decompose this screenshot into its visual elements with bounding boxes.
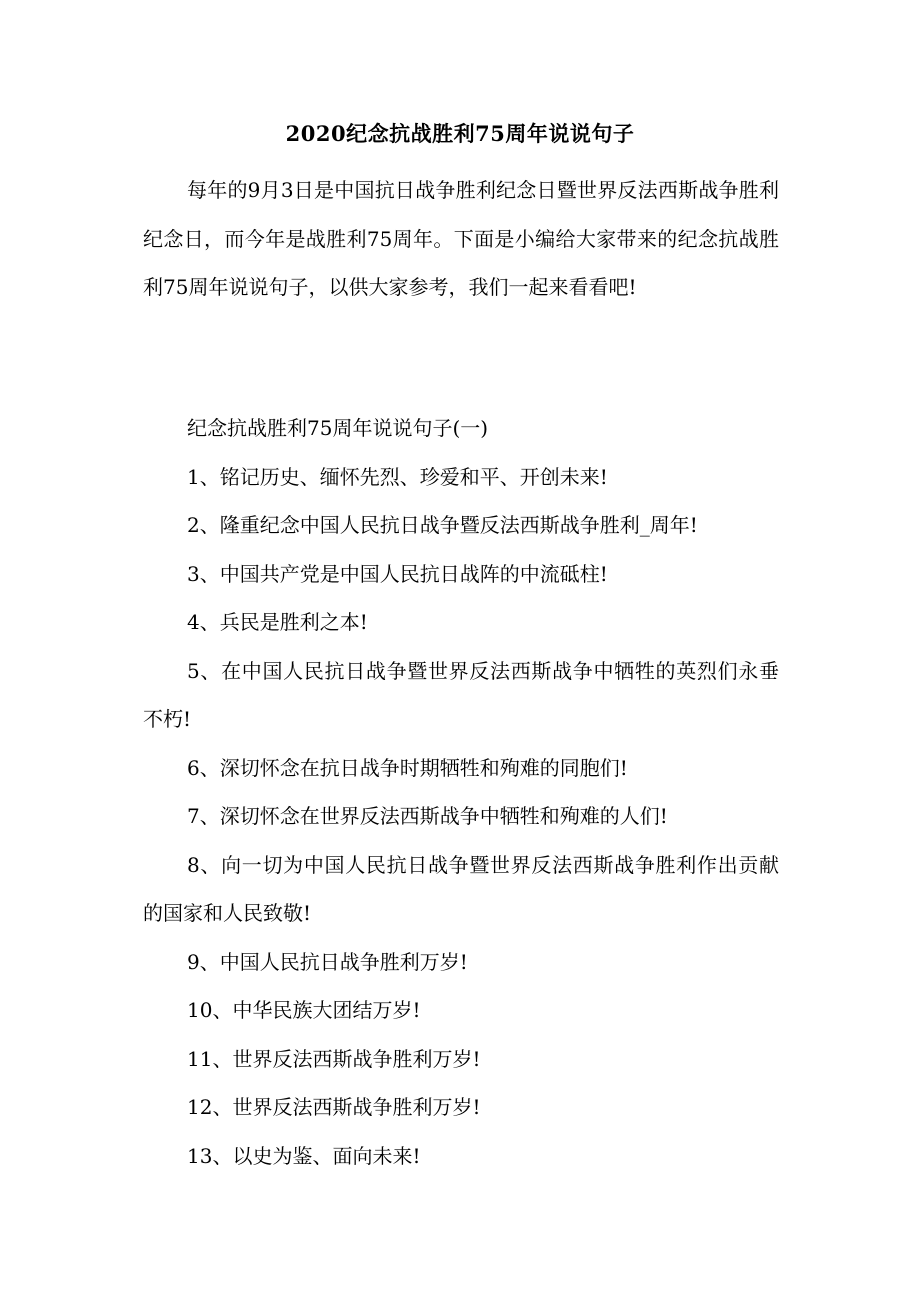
list-item: 6、深切怀念在抗日战争时期牺牲和殉难的同胞们! xyxy=(187,755,628,780)
intro-paragraph: 每年的9月3日是中国抗日战争胜利纪念日暨世界反法西斯战争胜利纪念日，而今年是战胜利75周年。下面是小编给大家带来的纪念抗战胜利75周年说说句子，以供大家参考，我们一起来看看吧! xyxy=(143,178,779,299)
list-item: 2、隆重纪念中国人民抗日战争暨反法西斯战争胜利_周年! xyxy=(187,513,698,537)
document-title: 2020纪念抗战胜利75周年说说句子 xyxy=(285,121,635,146)
list-item: 1、铭记历史、缅怀先烈、珍爱和平、开创未来! xyxy=(187,464,608,489)
list-item: 9、中国人民抗日战争胜利万岁! xyxy=(187,949,468,974)
list-item: 10、中华民族大团结万岁! xyxy=(187,998,421,1022)
list-item: 7、深切怀念在世界反法西斯战争中牺牲和殉难的人们! xyxy=(187,804,668,828)
sentence-list xyxy=(143,404,779,1180)
list-item: 8、向一切为中国人民抗日战争暨世界反法西斯战争胜利作出贡献的国家和人民致敬! xyxy=(143,852,779,925)
section-heading: 纪念抗战胜利75周年说说句子(一) xyxy=(187,416,489,440)
list-item: 5、在中国人民抗日战争暨世界反法西斯战争中牺牲的英烈们永垂不朽! xyxy=(143,658,779,731)
list-item: 13、以史为鉴、面向未来! xyxy=(187,1143,421,1168)
list-item: 12、世界反法西斯战争胜利万岁! xyxy=(187,1095,481,1119)
list-item: 4、兵民是胜利之本! xyxy=(187,610,368,634)
list-item: 3、中国共产党是中国人民抗日战阵的中流砥柱! xyxy=(187,561,608,586)
list-item: 11、世界反法西斯战争胜利万岁! xyxy=(187,1046,481,1071)
